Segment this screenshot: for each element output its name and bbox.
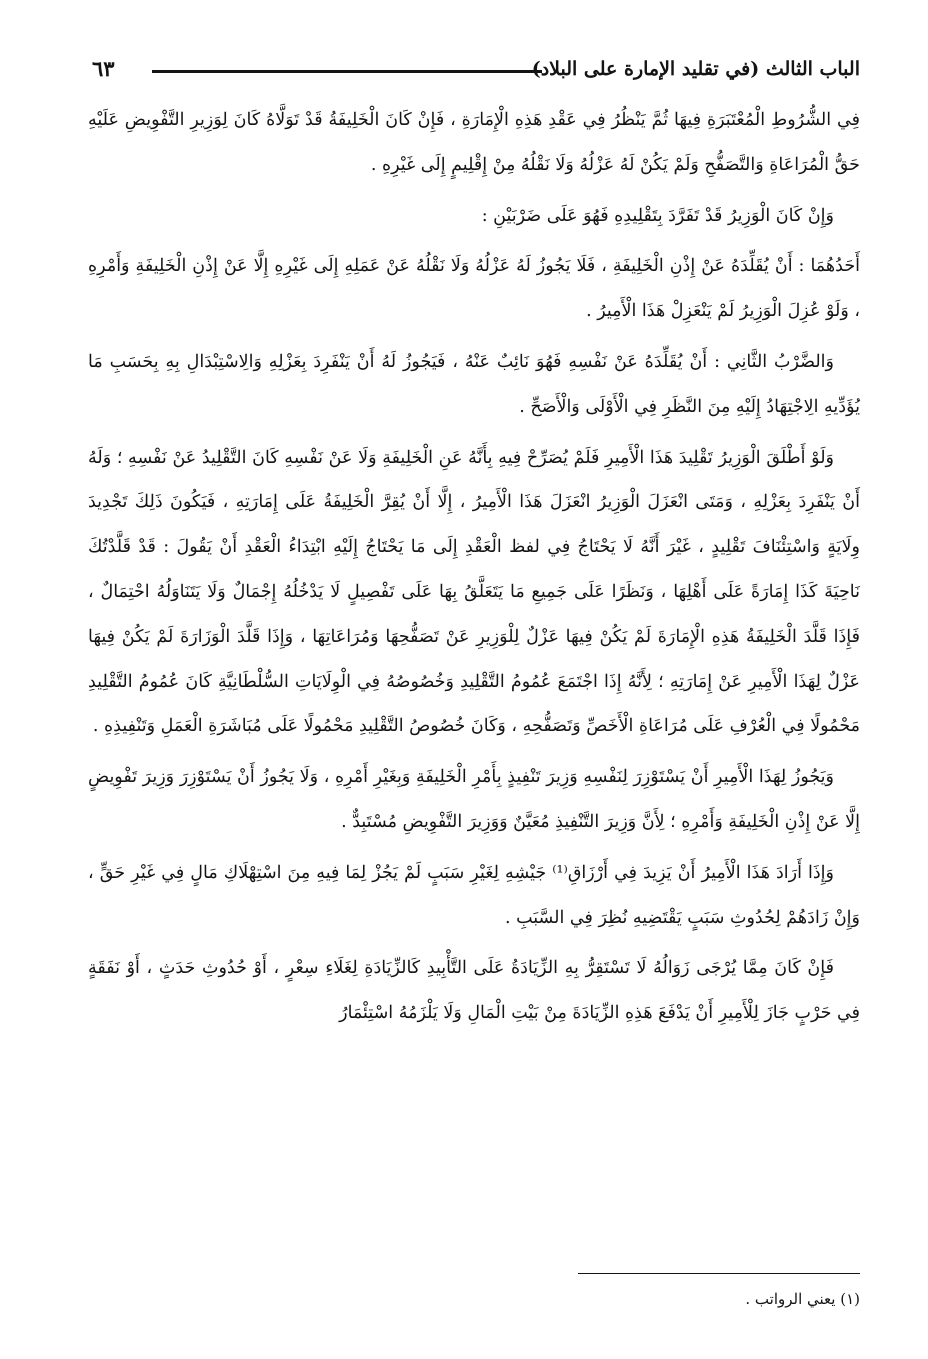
paragraph: وَالضَّرْبُ الثَّانِي : أَنْ يُقَلِّدَهُ عَنْ نَفْسِهِ فَهُوَ نَائِبٌ عَنْهُ ، فَيَجُوزُ لَهُ أَنْ يَنْفَرِدَ بِعَزْلِهِ وَالِاسْتِبْدَالِ بِهِ بِحَسَبِ مَا يُؤَدِّيهِ الِاجْتِهَادُ إِلَيْهِ مِنَ النَّظَرِ فِي الْأَوْلَى وَالْأَصَحِّ . bbox=[88, 351, 860, 417]
paragraph: وَلَوْ أَطْلَقَ الْوَزِيرُ تَقْلِيدَ هَذَا الْأَمِيرِ فَلَمْ يُصَرِّحْ فِيهِ بِأَنَّهُ عَنِ الْخَلِيفَةِ وَلَا عَنْ نَفْسِهِ كَانَ التَّقْلِيدُ عَنْ نَفْسِهِ ؛ وَلَهُ أَنْ يَنْفَرِدَ بِعَزْلِهِ ، وَمَتَى انْعَزَلَ الْوَزِيرُ انْعَزَلَ هَذَا الْأَمِيرُ ، إِلَّا أَنْ يُقِرَّ الْخَلِيفَةُ عَلَى إِمَارَتِهِ ، فَيَكُونَ ذَلِكَ تَجْدِيدَ وِلَايَةٍ وَاسْتِئْنَافَ تَقْلِيدٍ ، غَيْرَ أَنَّهُ لَا يَحْتَاجُ فِي لفظ الْعَقْدِ إِلَى مَا يَحْتَاجُ إِلَيْهِ ابْتِدَاءُ الْعَقْدِ أَنْ يَقُولَ : قَدْ قَلَّدْتُكَ نَاحِيَةَ كَذَا إِمَارَةً عَلَى أَهْلِهَا ، وَنَظَرًا عَلَى جَمِيعِ مَا يَتَعَلَّقُ بِهَا عَلَى تَفْصِيلٍ لَا يَدْخُلُهُ إِجْمَالٌ وَلَا يَتَنَاوَلُهُ احْتِمَالٌ ، فَإِذَا قَلَّدَ الْخَلِيفَةُ هَذِهِ الْإِمَارَةَ لَمْ يَكُنْ فِيهَا عَزْلٌ لِلْوَزِيرِ عَنْ تَصَفُّحِهَا وَمُرَاعَاتِهَا ، وَإِذَا قَلَّدَ الْوَزَارَةَ لَمْ يَكُنْ فِيهَا عَزْلٌ لِهَذَا الْأَمِيرِ عَنْ إِمَارَتِهِ ؛ لِأَنَّهُ إِذَا اجْتَمَعَ عُمُومُ التَّقْلِيدِ وَخُصُوصُهُ فِي الْوِلَايَاتِ السُّلْطَانِيَّةِ كَانَ عُمُومُ التَّقْلِيدِ مَحْمُولًا فِي الْعُرْفِ عَلَى مُرَاعَاةِ الْأَخَصِّ وَتَصَفُّحِهِ ، وَكَانَ خُصُوصُ التَّقْلِيدِ مَحْمُولًا عَلَى مُبَاشَرَةِ الْعَمَلِ وَتَنْفِيذِهِ . bbox=[88, 447, 860, 737]
paragraph: فَإِنْ كَانَ مِمَّا يُرْجَى زَوَالُهُ لَا تَسْتَقِرُّ بِهِ الزِّيَادَةُ عَلَى التَّأْبِيدِ كَالزِّيَادَةِ لِغَلَاءِ سِعْرٍ ، أَوْ حُدُوثِ حَدَثٍ ، أَوْ نَفَقَةٍ فِي حَرْبٍ جَازَ لِلْأَمِيرِ أَنْ يَدْفَعَ هَذِهِ الزِّيَادَةَ مِنْ بَيْتِ الْمَالِ وَلَا يَلْزَمُهُ اسْتِئْمَارُ bbox=[88, 958, 860, 1024]
footnote-rule bbox=[578, 1273, 860, 1274]
paragraph: أَحَدُهُمَا : أَنْ يُقَلِّدَهُ عَنْ إِذْنِ الْخَلِيفَةِ ، فَلَا يَجُوزُ لَهُ عَزْلُهُ وَلَا نَقْلُهُ عَنْ عَمَلِهِ إِلَى غَيْرِهِ إِلَّا عَنْ إِذْنِ الْخَلِيفَةِ وَأَمْرِهِ ، وَلَوْ عُزِلَ الْوَزِيرُ لَمْ يَنْعَزِلْ هَذَا الْأَمِيرُ . bbox=[88, 256, 860, 322]
paragraph: فِي الشُّرُوطِ الْمُعْتَبَرَةِ فِيهَا ثُمَّ يَنْظُرُ فِي عَقْدِ هَذِهِ الْإِمَارَةِ ، فَإِنْ كَانَ الْخَلِيفَةُ قَدْ تَوَلَّاهُ كَانَ لِوَزِيرِ التَّفْوِيضِ عَلَيْهِ حَقُّ الْمُرَاعَاةِ وَالتَّصَفُّحِ وَلَمْ يَكُنْ لَهُ عَزْلُهُ وَلَا نَقْلُهُ مِنْ إِقْلِيمٍ إِلَى غَيْرِهِ . bbox=[88, 110, 860, 175]
page-number: ٦٣ bbox=[92, 56, 115, 81]
body-text bbox=[88, 98, 860, 1233]
paragraph: وَإِنْ كَانَ الْوَزِيرُ قَدْ تَفَرَّدَ بِتَقْلِيدِهِ فَهُوَ عَلَى ضَرْبَيْنِ : bbox=[481, 205, 834, 226]
running-title: الباب الثالث (في تقليد الإمارة على البلاد) bbox=[531, 58, 860, 80]
paragraph: وَإِذَا أَرَادَ هَذَا الْأَمِيرُ أَنْ يَزِيدَ فِي أَرْزَاقِ⁽¹⁾ جَيْشِهِ لِغَيْرِ سَبَبٍ لَمْ يَجُزْ لِمَا فِيهِ مِنَ اسْتِهْلَاكِ مَالٍ فِي غَيْرِ حَقٍّ ، وَإِنْ زَادَهُمْ لِحُدُوثِ سَبَبٍ يَقْتَضِيهِ نُظِرَ فِي السَّبَبِ . bbox=[88, 862, 860, 928]
header-rule bbox=[152, 70, 542, 73]
paragraph: وَيَجُوزُ لِهَذَا الْأَمِيرِ أَنْ يَسْتَوْزِرَ لِنَفْسِهِ وَزِيرَ تَنْفِيذٍ بِأَمْرِ الْخَلِيفَةِ وَبِغَيْرِ أَمْرِهِ ، وَلَا يَجُوزُ أَنْ يَسْتَوْزِرَ وَزِيرَ تَفْوِيضٍ إِلَّا عَنْ إِذْنِ الْخَلِيفَةِ وَأَمْرِهِ ؛ لِأَنَّ وَزِيرَ التَّنْفِيذِ مُعَيَّنٌ وَوَزِيرَ التَّفْوِيضِ مُسْتَبِدٌّ . bbox=[88, 767, 860, 832]
footnote: (١) يعني الرواتب . bbox=[745, 1290, 860, 1308]
page-header bbox=[92, 52, 860, 92]
